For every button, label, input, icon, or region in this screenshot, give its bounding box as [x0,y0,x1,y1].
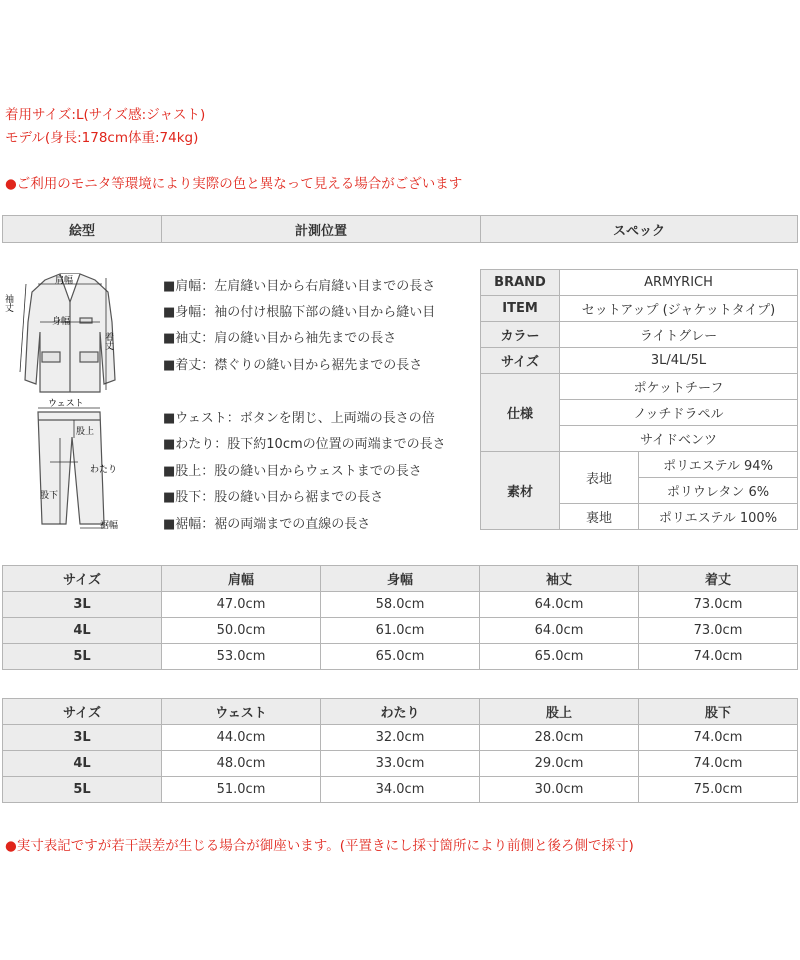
size-cell: 3L [3,725,162,751]
spec-row-size [481,348,798,374]
header-illustration: 絵型 [3,216,162,243]
color-warning-note: ●ご利用のモニタ等環境により実際の色と異なって見える場合がございます [5,176,463,192]
value-cell: 28.0cm [480,725,639,751]
header-measure-position: 計測位置 [162,216,481,243]
measure-position-item: ■裾幅：裾の両端までの直線の長さ [163,517,371,532]
value-cell: 29.0cm [480,751,639,777]
jacket-size-table [2,565,798,670]
value-cell: 30.0cm [480,777,639,803]
model-note: モデル(身長:178cm体重:74kg) [5,130,199,146]
pants-size-table [2,698,798,803]
table-row [3,644,798,670]
pants-waist-label: ウェスト [48,399,84,409]
spec-row-color [481,322,798,348]
value-cell: 44.0cm [162,725,321,751]
pants-rise-label: 股上 [76,427,95,437]
column-header: 肩幅 [162,566,321,592]
value-cell: 74.0cm [639,725,798,751]
spec-label: 仕様 [481,374,560,452]
column-header: 着丈 [639,566,798,592]
jacket-length-label: 着丈 [103,332,113,350]
spec-row-item [481,296,798,322]
garment-diagram [0,262,160,534]
size-cell: 4L [3,751,162,777]
error-warning-note: ●実寸表記ですが若干誤差が生じる場合が御座います。(平置きにし採寸箇所により前側と後ろ側で採寸) [5,838,634,854]
spec-row-detail [481,374,798,400]
value-cell: 65.0cm [480,644,639,670]
column-header: ウェスト [162,699,321,725]
value-cell: 73.0cm [639,592,798,618]
spec-value: ポリエステル 100% [639,504,798,530]
spec-sublabel: 裏地 [560,504,639,530]
wear-size-note: 着用サイズ:L(サイズ感:ジャスト) [5,107,206,123]
column-header: 股下 [639,699,798,725]
jacket-shoulder-label: 肩幅 [55,276,74,286]
measure-position-item: ■袖丈：肩の縫い目から袖先までの長さ [163,331,397,346]
value-cell: 58.0cm [321,592,480,618]
value-cell: 50.0cm [162,618,321,644]
value-cell: 74.0cm [639,644,798,670]
measure-position-item: ■着丈：襟ぐりの縫い目から裾先までの長さ [163,358,423,373]
spec-value: 3L/4L/5L [560,348,798,374]
value-cell: 53.0cm [162,644,321,670]
measure-position-item: ■股上：股の縫い目からウェストまでの長さ [163,464,422,479]
value-cell: 64.0cm [480,618,639,644]
measure-position-item: ■ウェスト：ボタンを閉じ、上両端の長さの倍 [163,411,435,426]
spec-value: ポリエステル 94% [639,452,798,478]
spec-label: ITEM [481,296,560,322]
spec-value: サイドベンツ [560,426,798,452]
value-cell: 75.0cm [639,777,798,803]
spec-value: ポリウレタン 6% [639,478,798,504]
jacket-sleeve-label: 袖丈 [3,294,13,312]
table-header-row [3,699,798,725]
value-cell: 51.0cm [162,777,321,803]
value-cell: 48.0cm [162,751,321,777]
value-cell: 73.0cm [639,618,798,644]
value-cell: 65.0cm [321,644,480,670]
measure-position-item: ■身幅：袖の付け根脇下部の縫い目から縫い目 [163,305,436,320]
value-cell: 64.0cm [480,592,639,618]
spec-value: セットアップ (ジャケットタイプ) [560,296,798,322]
table-row [3,618,798,644]
spec-label: カラー [481,322,560,348]
table-row [3,592,798,618]
size-cell: 4L [3,618,162,644]
size-cell: 3L [3,592,162,618]
spec-row-brand [481,270,798,296]
spec-label: サイズ [481,348,560,374]
table-header-row [3,566,798,592]
pants-hem-label: 裾幅 [100,521,119,531]
column-header: サイズ [3,566,162,592]
column-header: 袖丈 [480,566,639,592]
spec-row-material [481,452,798,478]
measure-position-item: ■肩幅：左肩縫い目から右肩縫い目までの長さ [163,279,436,294]
value-cell: 47.0cm [162,592,321,618]
column-header: サイズ [3,699,162,725]
value-cell: 32.0cm [321,725,480,751]
column-header: わたり [321,699,480,725]
spec-value: ノッチドラペル [560,400,798,426]
spec-sublabel: 表地 [560,452,639,504]
column-header: 身幅 [321,566,480,592]
column-header: 股上 [480,699,639,725]
size-cell: 5L [3,777,162,803]
section-header-bar [2,215,798,243]
spec-table [480,269,798,530]
measure-position-item: ■わたり：股下約10cmの位置の両端までの長さ [163,437,446,452]
pants-inseam-label: 股下 [40,491,59,501]
measure-position-item: ■股下：股の縫い目から裾までの長さ [163,490,384,505]
value-cell: 34.0cm [321,777,480,803]
table-row [3,751,798,777]
spec-value: ARMYRICH [560,270,798,296]
jacket-illustration [25,274,115,392]
value-cell: 74.0cm [639,751,798,777]
jacket-body-label: 身幅 [52,317,71,327]
spec-value: ポケットチーフ [560,374,798,400]
header-spec: スペック [481,216,798,243]
value-cell: 61.0cm [321,618,480,644]
pants-thigh-label: わたり [90,465,118,475]
spec-value: ライトグレー [560,322,798,348]
table-row [3,725,798,751]
value-cell: 33.0cm [321,751,480,777]
size-cell: 5L [3,644,162,670]
table-row [3,777,798,803]
spec-label: BRAND [481,270,560,296]
spec-label: 素材 [481,452,560,530]
